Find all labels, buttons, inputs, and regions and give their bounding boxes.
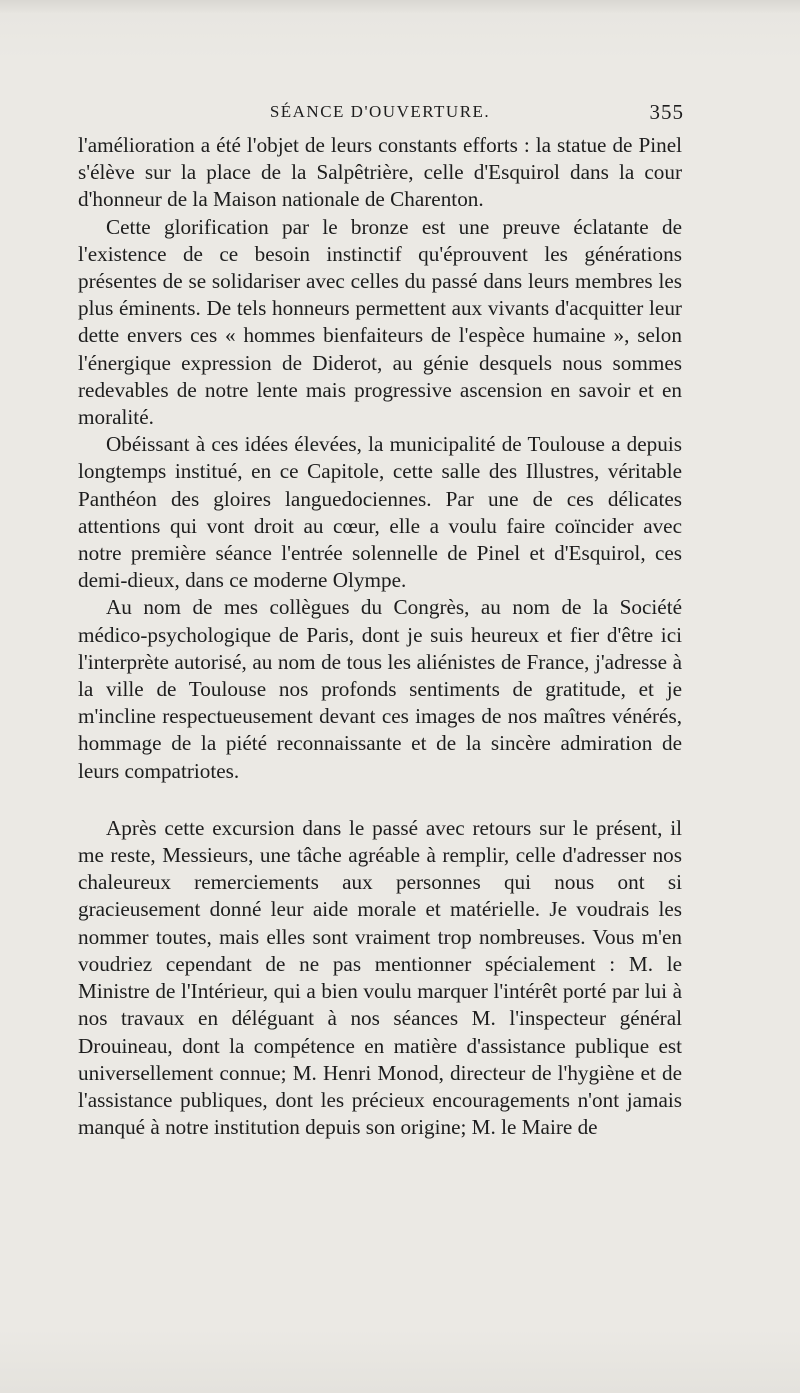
page-number: 355 (649, 100, 684, 124)
running-head: SÉANCE D'OUVERTURE. (269, 102, 491, 121)
paragraph: Obéissant à ces idées élevées, la municipalité de Toulouse a depuis longtemps institué, en ce Capitole, cette salle des Illustres, véritable Panthéon des gloires languedociennes. Par une de ces délicates attentions qui vont droit au cœur, elle a voulu faire coïncider avec notre première séance l'entrée solennelle de Pinel et d'Esquirol, ces demi-dieux, dans ce moderne Olympe. (78, 432, 682, 593)
paragraph: Cette glorification par le bronze est une preuve éclatante de l'existence de ce besoin instinctif qu'éprouvent les générations présentes de se solidariser avec celles du passé dans leurs membres les plus éminents. De tels honneurs permettent aux vivants d'acquitter leur dette envers ces « hommes bienfaiteurs de l'espèce humaine », selon l'énergique expression de Diderot, au génie desquels nous sommes redevables de notre lente mais progressive ascension en savoir et en moralité. (78, 214, 682, 430)
page-header (78, 100, 682, 130)
body-text (78, 132, 682, 1141)
paragraph: Après cette excursion dans le passé avec retours sur le présent, il me reste, Messieurs, une tâche agréable à remplir, celle d'adresser nos chaleureux remerciements aux personnes qui nous ont si gracieusement donné leur aide morale et matérielle. Je voudrais les nommer toutes, mais elles sont vraiment trop nombreuses. Vous m'en voudriez cependant de ne pas mentionner spécialement : M. le Ministre de l'Intérieur, qui a bien voulu marquer l'intérêt porté par lui à nos travaux en déléguant à nos séances M. l'inspecteur général Drouineau, dont la compétence en matière d'assistance publique est universellement connue; M. Henri Monod, directeur de l'hygiène et de l'assistance publiques, dont les précieux encouragements n'ont jamais manqué à notre institution depuis son origine; M. le Maire de (78, 815, 682, 1140)
paragraph: Au nom de mes collègues du Congrès, au nom de la Société médico-psychologique de Paris, dont je suis heureux et fier d'être ici l'interprète autorisé, au nom de tous les aliénistes de France, j'adresse à la ville de Toulouse nos profonds sentiments de gratitude, et je m'incline respectueusement devant ces images de nos maîtres vénérés, hommage de la piété reconnaissante et de la sincère admiration de leurs compatriotes. (78, 595, 682, 783)
paragraph: l'amélioration a été l'objet de leurs constants efforts : la statue de Pinel s'élève sur la place de la Salpêtrière, celle d'Esquirol dans la cour d'honneur de la Maison nationale de Charenton. (78, 133, 682, 212)
